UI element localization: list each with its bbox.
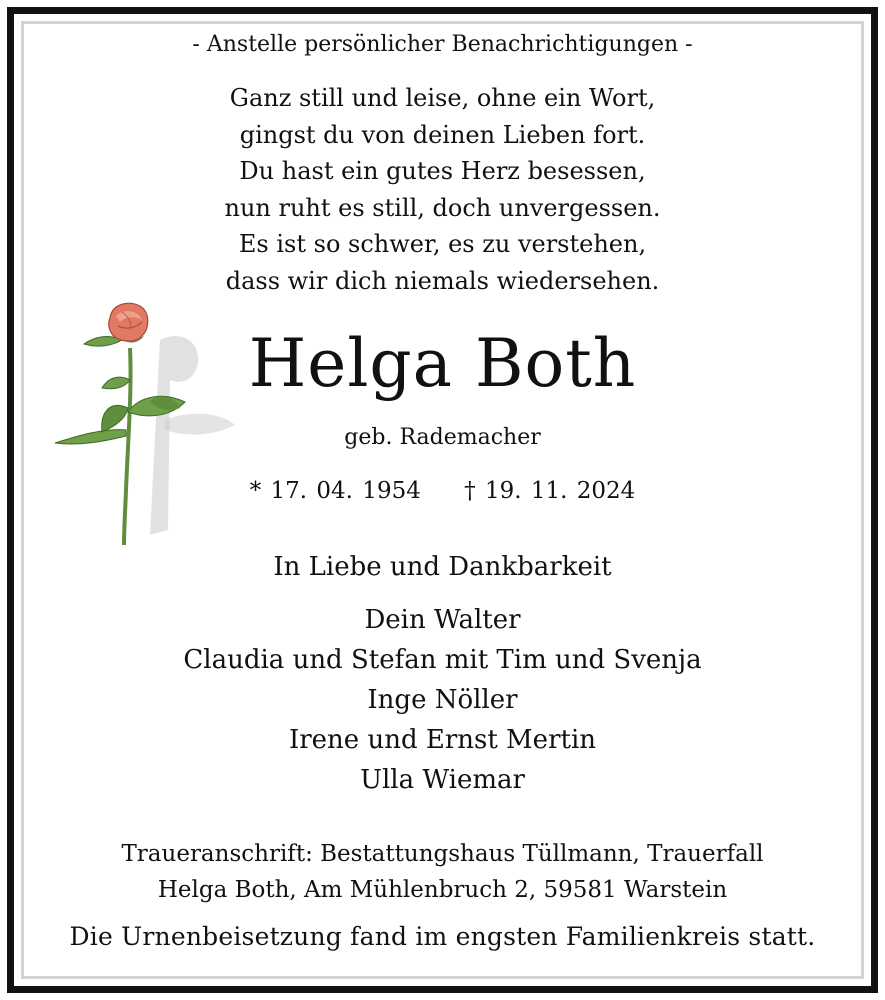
address-line: Helga Both, Am Mühlenbruch 2, 59581 Warstein xyxy=(157,877,728,903)
poem-line: nun ruht es still, doch unvergessen. xyxy=(224,193,661,222)
address-line: Traueranschrift: Bestattungshaus Tüllmann, Trauerfall xyxy=(121,841,764,867)
maiden-name: geb. Rademacher xyxy=(344,425,541,450)
poem xyxy=(0,80,885,299)
poem-line: Du hast ein gutes Herz besessen, xyxy=(239,157,646,185)
death-date: † 19. 11. 2024 xyxy=(464,478,636,504)
mourner-name: Dein Walter xyxy=(364,605,521,635)
birth-date: * 17. 04. 1954 xyxy=(249,478,421,504)
mourner-name: Irene und Ernst Mertin xyxy=(288,725,597,755)
deceased-name: Helga Both xyxy=(248,325,637,402)
mourners-list xyxy=(0,600,885,800)
closing-note: Die Urnenbeisetzung fand im engsten Familienkreis statt. xyxy=(69,922,816,951)
mourner-name: Claudia und Stefan mit Tim und Svenja xyxy=(183,645,702,675)
mourner-name: Ulla Wiemar xyxy=(360,765,525,795)
life-dates xyxy=(0,478,885,504)
funeral-address xyxy=(0,836,885,908)
poem-line: Ganz still und leise, ohne ein Wort, xyxy=(229,84,656,112)
notice-line: - Anstelle persönlicher Benachrichtigungen - xyxy=(192,32,693,57)
thanks-line: In Liebe und Dankbarkeit xyxy=(273,552,612,582)
poem-line: gingst du von deinen Lieben fort. xyxy=(239,120,646,149)
mourner-name: Inge Nöller xyxy=(367,685,518,715)
poem-line: dass wir dich niemals wiedersehen. xyxy=(225,266,660,295)
poem-line: Es ist so schwer, es zu verstehen, xyxy=(238,230,647,258)
